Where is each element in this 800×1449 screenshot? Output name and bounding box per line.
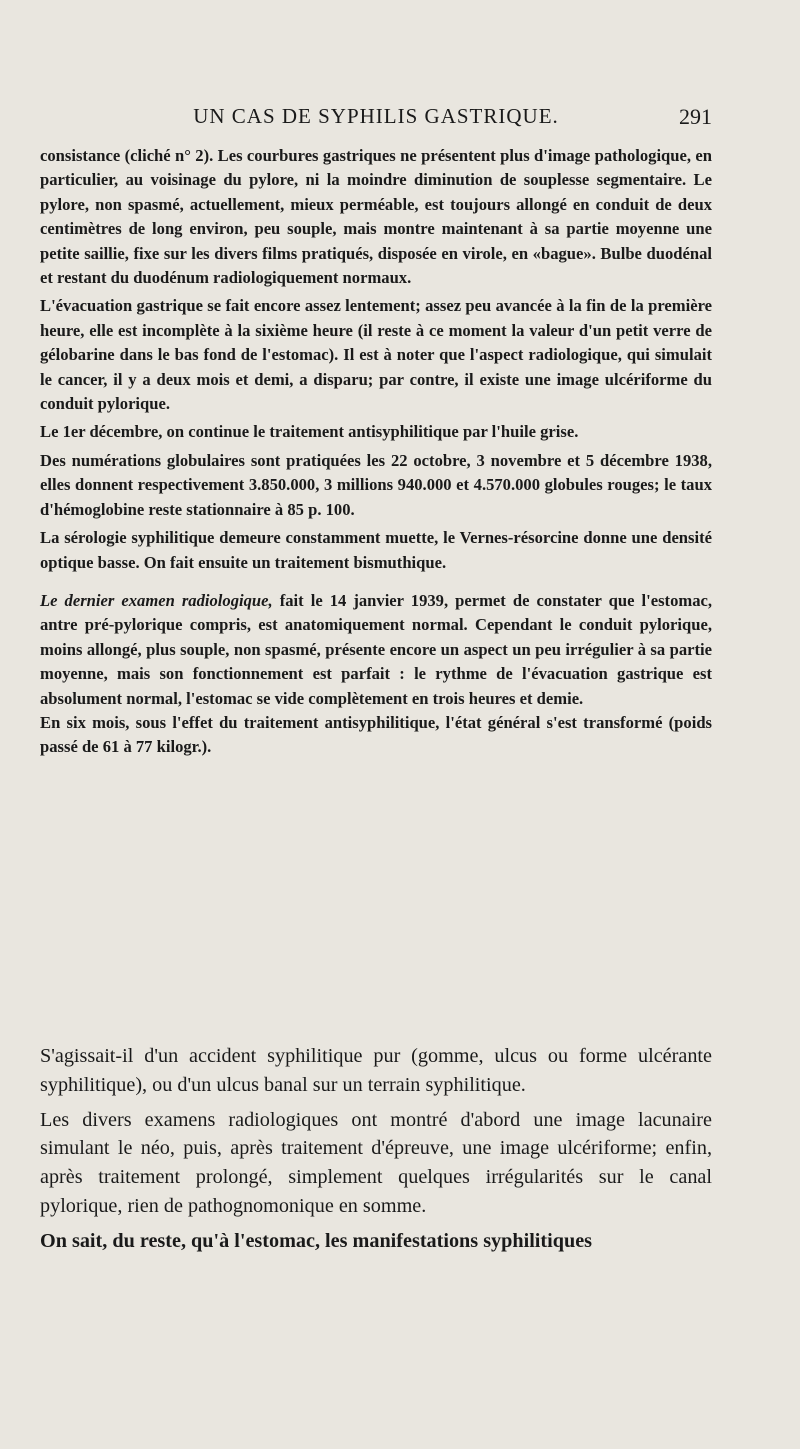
page-number: 291: [679, 104, 712, 129]
paragraph-examens: Les divers examens radiologiques ont montré d'abord une image lacunaire simulant le néo, puis, après traitement d'épreuve, une image ulcériforme; enfin, après traitement prolongé, simplement quelques irrégularités sur le canal pylorique, rien de pathognomonique en somme.: [40, 1108, 712, 1217]
header-title: UN CAS DE SYPHILIS GASTRIQUE.: [193, 104, 559, 128]
paragraph-decembre: Le 1er décembre, on continue le traitement antisyphilitique par l'huile grise.: [40, 422, 579, 442]
paragraph-serologie: La sérologie syphilitique demeure constamment muette, le Vernes-résorcine donne une densité optique basse. On fait ensuite un traitement bismuthique.: [40, 528, 712, 572]
paragraph-numerations: Des numérations globulaires sont pratiquées les 22 octobre, 3 novembre et 5 décembre 1938, elles donnent respectivement 3.850.000, 3 millions 940.000 et 4.570.000 globules rouges; le taux d'hémoglobine reste stationnaire à 85 p. 100.: [40, 450, 712, 519]
paragraph-on-sait: On sait, du reste, qu'à l'estomac, les manifestations syphilitiques: [40, 1229, 593, 1252]
paragraph-question: S'agissait-il d'un accident syphilitique pur (gomme, ulcus ou forme ulcérante syphilitique), ou d'un ulcus banal sur un terrain syphilitique.: [40, 1045, 712, 1096]
paragraph-evacuation: L'évacuation gastrique se fait encore assez lentement; assez peu avancée à la fin de la première heure, elle est incomplète à la sixième heure (il reste à ce moment la valeur d'un petit verre de gélobarine dans le bas fond de l'estomac). Il est à noter que l'aspect radiologique, qui simulait le cancer, il y a deux mois et demi, a disparu; par contre, il existe une image ulcériforme du conduit pylorique.: [40, 296, 712, 414]
running-header: [40, 104, 712, 138]
paragraph-dernier-examen: [40, 589, 712, 711]
body-text-small: [40, 144, 712, 760]
paragraph-consistance: consistance (cliché n° 2). Les courbures gastriques ne présentent plus d'image pathologique, en particulier, au voisinage du pylore, ni la moindre diminution de souplesse segmentaire. Le pylore, non spasmé, actuellement, mieux perméable, est toujours allongé en conduit de deux centimètres de long environ, peu souple, mais montre maintenant à sa partie moyenne une petite saillie, fixe sur les divers films pratiqués, disposée en virole, en «bague». Bulbe duodénal et restant du duodénum radiologiquement normaux.: [40, 146, 712, 288]
exam-text: fait le 14 janvier 1939, permet de constater que l'estomac, antre pré-pylorique compris, est anatomiquement normal. Cependant le conduit pylorique, moins allongé, plus souple, non spasmé, présente encore un aspect un peu irrégulier à sa partie moyenne, mais son fonctionnement est parfait : le rythme de l'évacuation gastrique est absolument normal, l'estomac se vide complètement en trois heures et demie.: [40, 590, 713, 708]
paragraph-six-mois: En six mois, sous l'effet du traitement antisyphilitique, l'état général s'est transformé (poids passé de 61 à 77 kilogr.).: [40, 712, 712, 757]
italic-lead: Le dernier examen radiologique,: [40, 590, 273, 610]
body-text-large: [40, 1042, 712, 1262]
